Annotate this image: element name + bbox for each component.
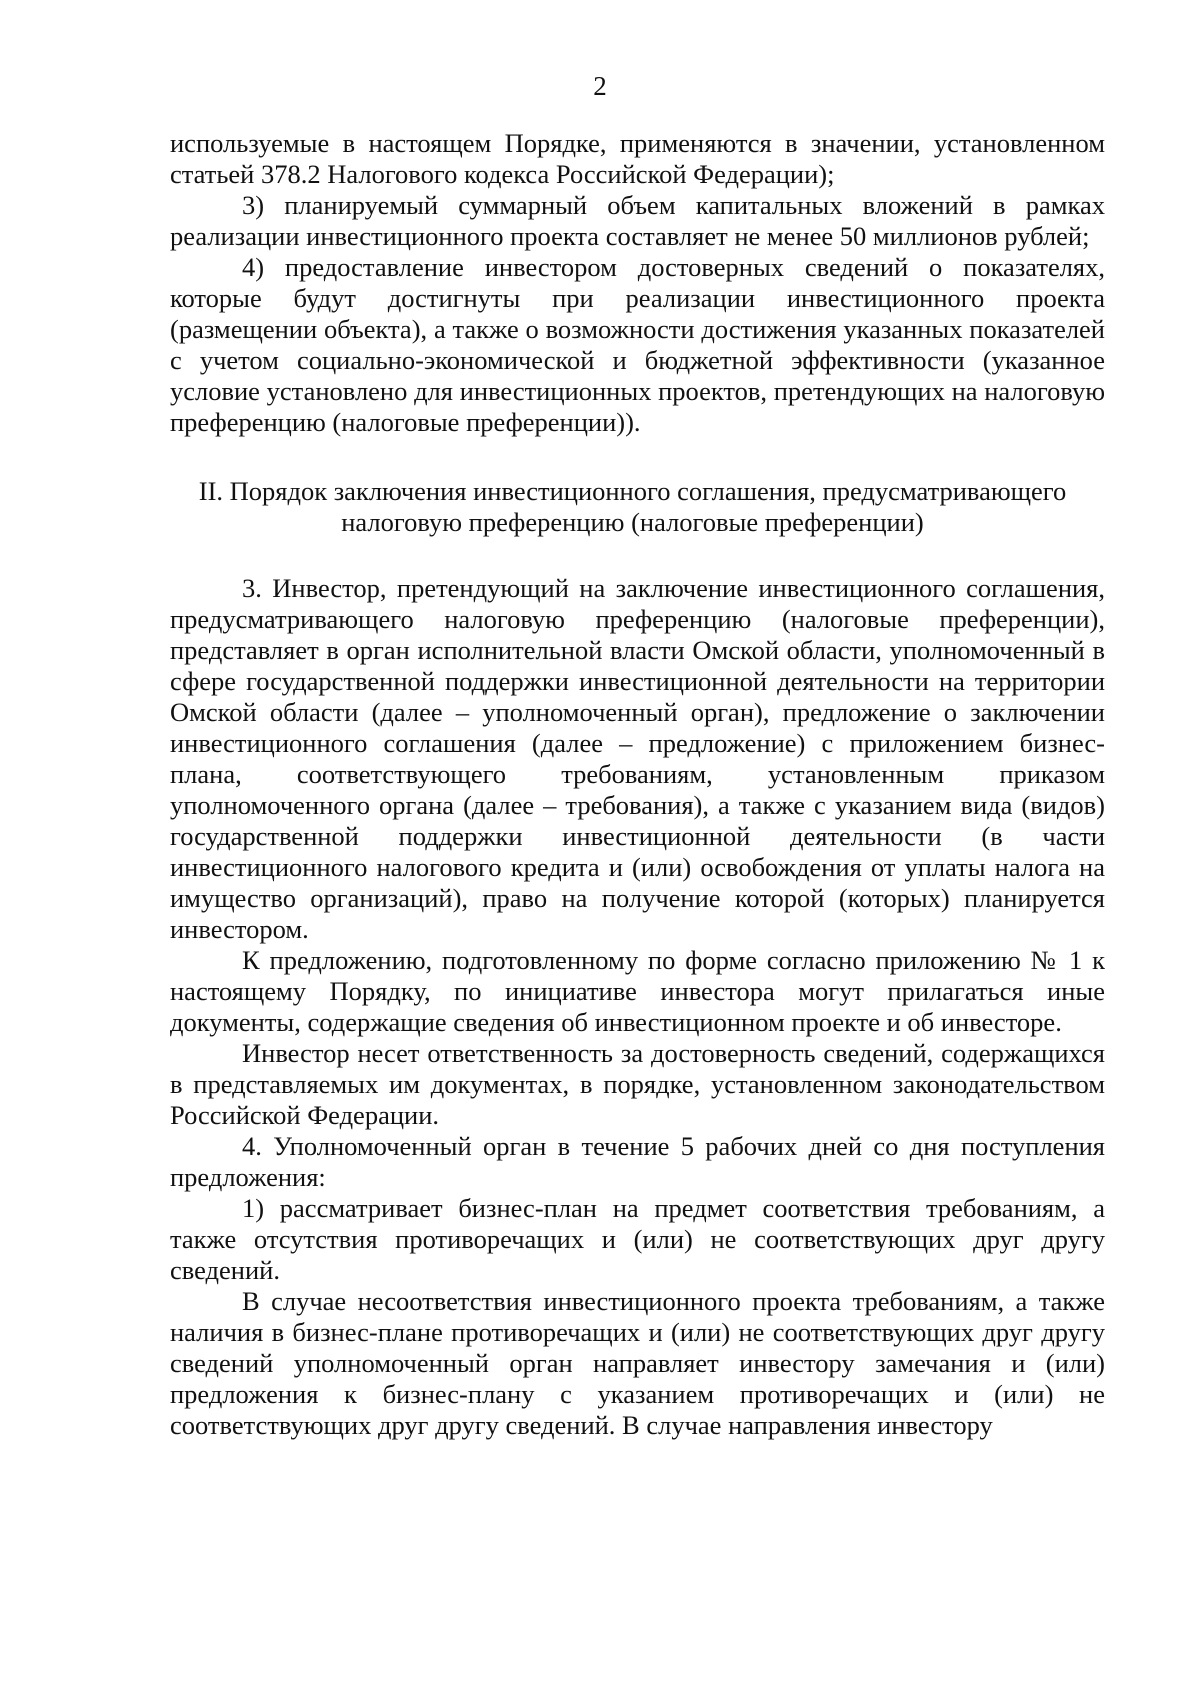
- paragraph-responsibility: Инвестор несет ответственность за достоверность сведений, содержащихся в представляемых им документах, в порядке, установленном законодательством Российской Федерации.: [170, 1038, 1105, 1130]
- section-heading-line-2: налоговую преференцию (налоговые преференции): [341, 507, 924, 537]
- paragraph-item-3: 3) планируемый суммарный объем капитальных вложений в рамках реализации инвестиционного проекта составляет не менее 50 миллионов рублей;: [170, 190, 1105, 251]
- paragraph-nonconformity: В случае несоответствия инвестиционного проекта требованиям, а также наличия в бизнес-плане противоречащих и (или) не соответствующих друг другу сведений уполномоченный орган направляет инвестору замечания и (или) предложения к бизнес-плану с указанием противоречащих и (или) не соответствующих друг другу сведений. В случае направления инвестору: [170, 1286, 1105, 1440]
- paragraph-item-4: 4) предоставление инвестором достоверных сведений о показателях, которые будут достигнуты при реализации инвестиционного проекта (размещении объекта), а также о возможности достижения указанных показателей с учетом социально-экономической и бюджетной эффективности (указанное условие установлено для инвестиционных проектов, претендующих на налоговую преференцию (налоговые преференции)).: [170, 252, 1105, 437]
- section-heading: [170, 476, 1095, 538]
- paragraph-clause-3: 3. Инвестор, претендующий на заключение инвестиционного соглашения, предусматривающего налоговую преференцию (налоговые преференции), представляет в орган исполнительной власти Омской области, уполномоченный в сфере государственной поддержки инвестиционной деятельности на территории Омской области (далее – уполномоченный орган), предложение о заключении инвестиционного соглашения (далее – предложение) с приложением бизнес-плана, соответствующего требованиям, установленным приказом уполномоченного органа (далее – требования), а также с указанием вида (видов) государственной поддержки инвестиционной деятельности (в части инвестиционного налогового кредита и (или) освобождения от уплаты налога на имущество организаций), право на получение которой (которых) планируется инвестором.: [170, 573, 1105, 944]
- paragraph-attachment-note: К предложению, подготовленному по форме согласно приложению № 1 к настоящему Порядку, по инициативе инвестора могут прилагаться иные документы, содержащие сведения об инвестиционном проекте и об инвесторе.: [170, 945, 1105, 1037]
- page-number: 2: [593, 71, 607, 101]
- paragraph-clause-4: 4. Уполномоченный орган в течение 5 рабочих дней со дня поступления предложения:: [170, 1131, 1105, 1192]
- paragraph-continuation: используемые в настоящем Порядке, применяются в значении, установленном статьей 378.2 Налогового кодекса Российской Федерации);: [170, 128, 1105, 189]
- document-body: [170, 128, 1105, 1441]
- section-heading-line-1: II. Порядок заключения инвестиционного соглашения, предусматривающего: [198, 476, 1067, 506]
- paragraph-clause-4-item-1: 1) рассматривает бизнес-план на предмет соответствия требованиям, а также отсутствия противоречащих и (или) не соответствующих друг другу сведений.: [170, 1193, 1105, 1285]
